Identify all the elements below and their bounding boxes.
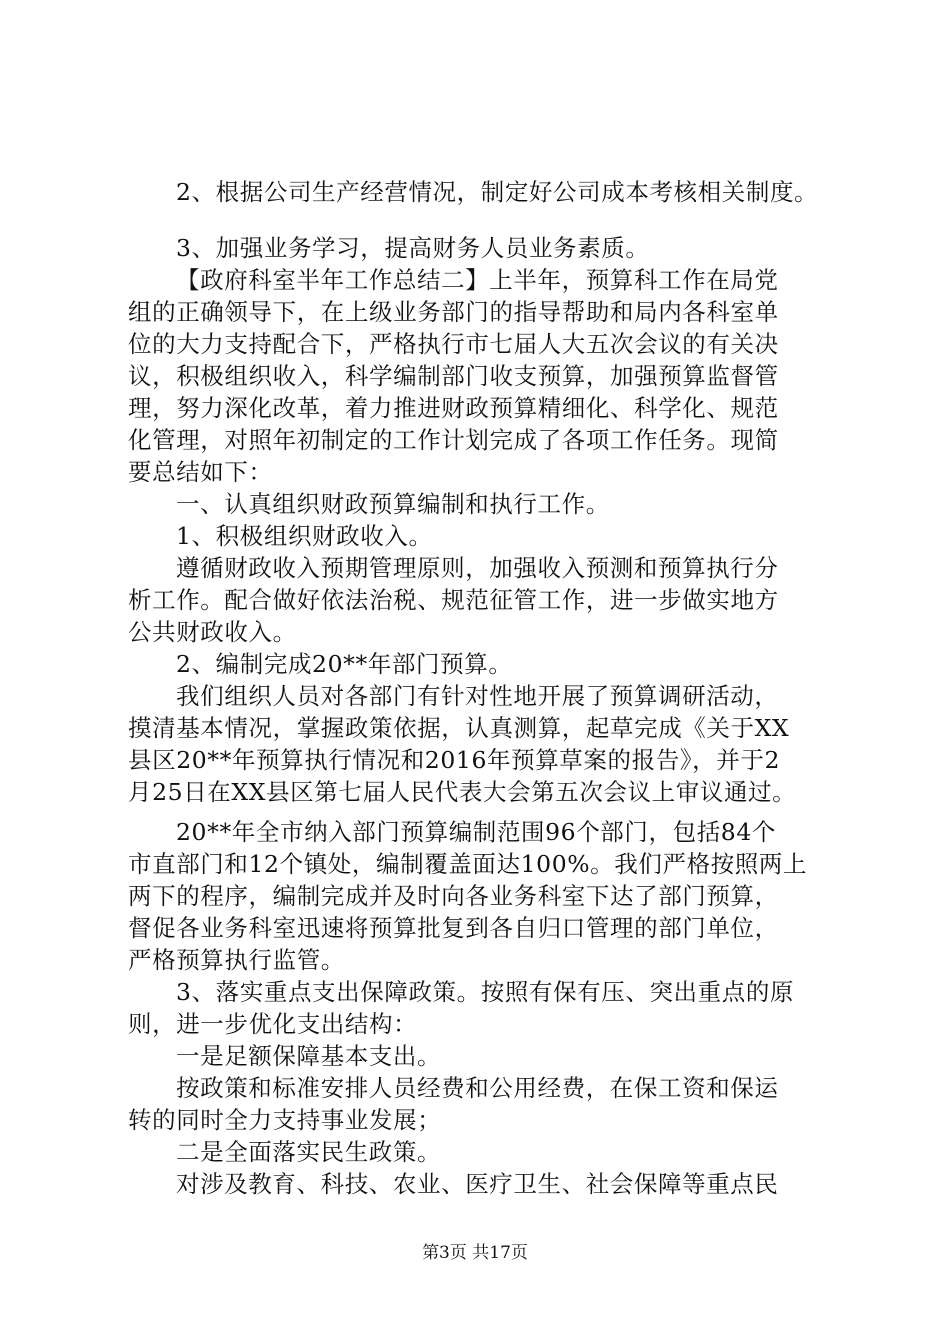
text-line: 2、编制完成20**年部门预算。 [176, 650, 513, 678]
page-number-label: 第3页 共17页 [422, 1243, 528, 1263]
text-line: 析工作。配合做好依法治税、规范征管工作，进一步做实地方 [128, 586, 779, 614]
text-line: 转的同时全力支持事业发展； [128, 1106, 442, 1134]
text-line: 遵循财政收入预期管理原则，加强收入预测和预算执行分 [176, 554, 779, 582]
text-line: 两下的程序，编制完成并及时向各业务科室下达了部门预算， [128, 882, 779, 910]
text-line: 2、根据公司生产经营情况，制定好公司成本考核相关制度。 [176, 178, 819, 206]
text-line: 化管理，对照年初制定的工作计划完成了各项工作任务。现简 [128, 426, 779, 454]
text-line: 督促各业务科室迅速将预算批复到各自归口管理的部门单位， [128, 914, 779, 942]
text-line: 理，努力深化改革，着力推进财政预算精细化、科学化、规范 [128, 394, 779, 422]
text-line: 位的大力支持配合下，严格执行市七届人大五次会议的有关决 [128, 330, 779, 358]
text-line: 对涉及教育、科技、农业、医疗卫生、社会保障等重点民 [176, 1170, 779, 1198]
section-heading: 【政府科室半年工作总结二】上半年，预算科工作在局党 [176, 266, 779, 294]
text-line: 摸清基本情况，掌握政策依据，认真测算，起草完成《关于XX [128, 714, 790, 742]
text-line: 我们组织人员对各部门有针对性地开展了预算调研活动， [176, 682, 779, 710]
text-line: 月25日在XX县区第七届人民代表大会第五次会议上审议通过。 [128, 778, 797, 806]
text-line: 县区20**年预算执行情况和2016年预算草案的报告》，并于2 [128, 746, 781, 774]
text-line: 市直部门和12个镇处，编制覆盖面达100%。我们严格按照两上 [128, 850, 808, 878]
text-line: 3、加强业务学习，提高财务人员业务素质。 [176, 234, 650, 262]
text-block-c [128, 816, 848, 1200]
text-line: 一、认真组织财政预算编制和执行工作。 [176, 490, 610, 518]
page-footer [0, 1242, 950, 1264]
text-line: 20**年全市纳入部门预算编制范围96个部门，包括84个 [176, 818, 777, 846]
text-line: 1、积极组织财政收入。 [176, 522, 433, 550]
text-line: 3、落实重点支出保障政策。按照有保有压、突出重点的原 [176, 978, 795, 1006]
text-block-a [128, 176, 848, 208]
text-block-b [128, 232, 848, 808]
text-line: 公共财政收入。 [128, 618, 297, 646]
text-line: 一是足额保障基本支出。 [176, 1042, 442, 1070]
text-line: 议，积极组织收入，科学编制部门收支预算，加强预算监督管 [128, 362, 779, 390]
text-line: 二是全面落实民生政策。 [176, 1138, 442, 1166]
text-line: 则，进一步优化支出结构： [128, 1010, 418, 1038]
text-line: 按政策和标准安排人员经费和公用经费，在保工资和保运 [176, 1074, 779, 1102]
text-line: 要总结如下： [128, 458, 273, 486]
text-line: 严格预算执行监管。 [128, 946, 345, 974]
text-line: 组的正确领导下，在上级业务部门的指导帮助和局内各科室单 [128, 298, 779, 326]
